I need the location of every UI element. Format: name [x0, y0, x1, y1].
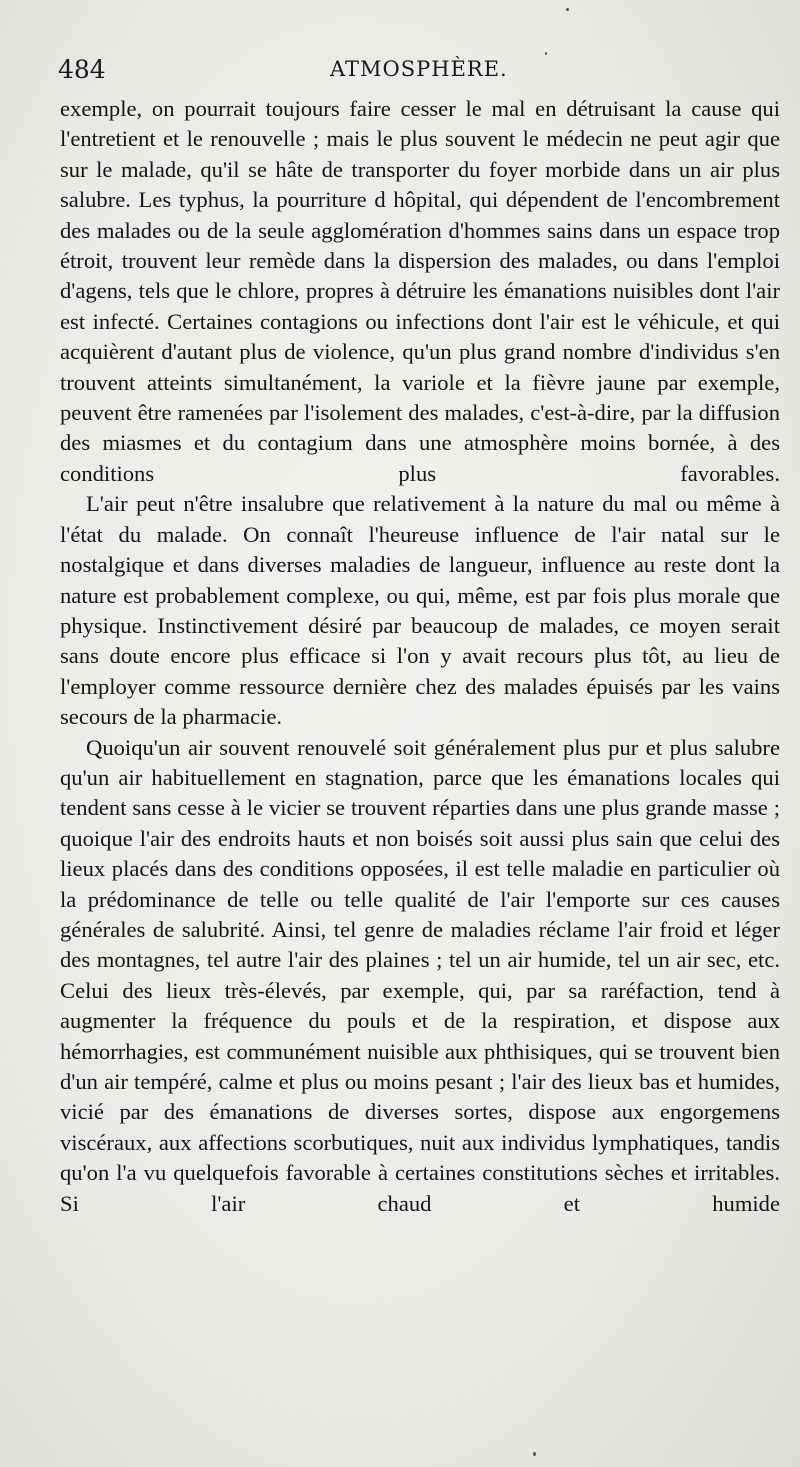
body-text [60, 94, 780, 1219]
paragraph-1: exemple, on pourrait toujours faire cesser le mal en détruisant la cause qui l'entretient et le renouvelle ; mais le plus souvent le médecin ne peut agir que sur le malade, qu'il se hâte de transporter du foyer morbide dans un air plus salubre. Les typhus, la pourriture d hôpital, qui dépendent de l'encombrement des malades ou de la seule agglomération d'hommes sains dans un espace trop étroit, trouvent leur remède dans la dispersion des malades, ou dans l'emploi d'agens, tels que le chlore, propres à détruire les émanations nuisibles dont l'air est infecté. Certaines contagions ou infections dont l'air est le véhicule, et qui acquièrent d'autant plus de violence, qu'un plus grand nombre d'individus s'en trouvent atteints simultanément, la variole et la fièvre jaune par exemple, peuvent être ramenées par l'isolement des malades, c'est-à-dire, par la diffusion des miasmes et du contagium dans une atmosphère moins bornée, à des conditions plus favorables. [60, 96, 780, 486]
paragraph-3: Quoiqu'un air souvent renouvelé soit généralement plus pur et plus salubre qu'un air habituellement en stagnation, parce que les émanations locales qui tendent sans cesse à le vicier se trouvent réparties dans une plus grande masse ; quoique l'air des endroits hauts et non boisés soit aussi plus sain que celui des lieux placés dans des conditions opposées, il est telle maladie en particulier où la prédominance de telle ou telle qualité de l'air l'emporte sur ces causes générales de salubrité. Ainsi, tel genre de maladies réclame l'air froid et léger des montagnes, tel autre l'air des plaines ; tel un air humide, tel un air sec, etc. Celui des lieux très-élevés, par exemple, qui, par sa raréfaction, tend à augmenter la fréquence du pouls et de la respiration, et dispose aux hémorrhagies, est communément nuisible aux phthisiques, qui se trouvent bien d'un air tempéré, calme et plus ou moins pesant ; l'air des lieux bas et humides, vicié par des émanations de diverses sortes, dispose aux engorgemens viscéraux, aux affections scorbutiques, nuit aux individus lymphatiques, tandis qu'on l'a vu quelquefois favorable à certaines constitutions sèches et irritables. Si l'air chaud et humide [60, 734, 780, 1216]
ink-speck [545, 52, 547, 55]
ink-speck [533, 1452, 536, 1456]
paragraph-2: L'air peut n'être insalubre que relativement à la nature du mal ou même à l'état du malade. On connaît l'heureuse influence de l'air natal sur le nostalgique et dans diverses maladies de langueur, influence au reste dont la nature est probablement complexe, ou qui, même, est par fois plus morale que physique. Instinctivement désiré par beaucoup de malades, ce moyen serait sans doute encore plus efficace si l'on y avait recours plus tôt, au lieu de l'employer comme ressource dernière chez des malades épuisés par les vains secours de la pharmacie. [60, 491, 780, 730]
ink-speck [566, 8, 569, 11]
page-header [58, 55, 758, 91]
page-number: 484 [58, 55, 106, 84]
running-title: ATMOSPHÈRE. [330, 57, 508, 81]
